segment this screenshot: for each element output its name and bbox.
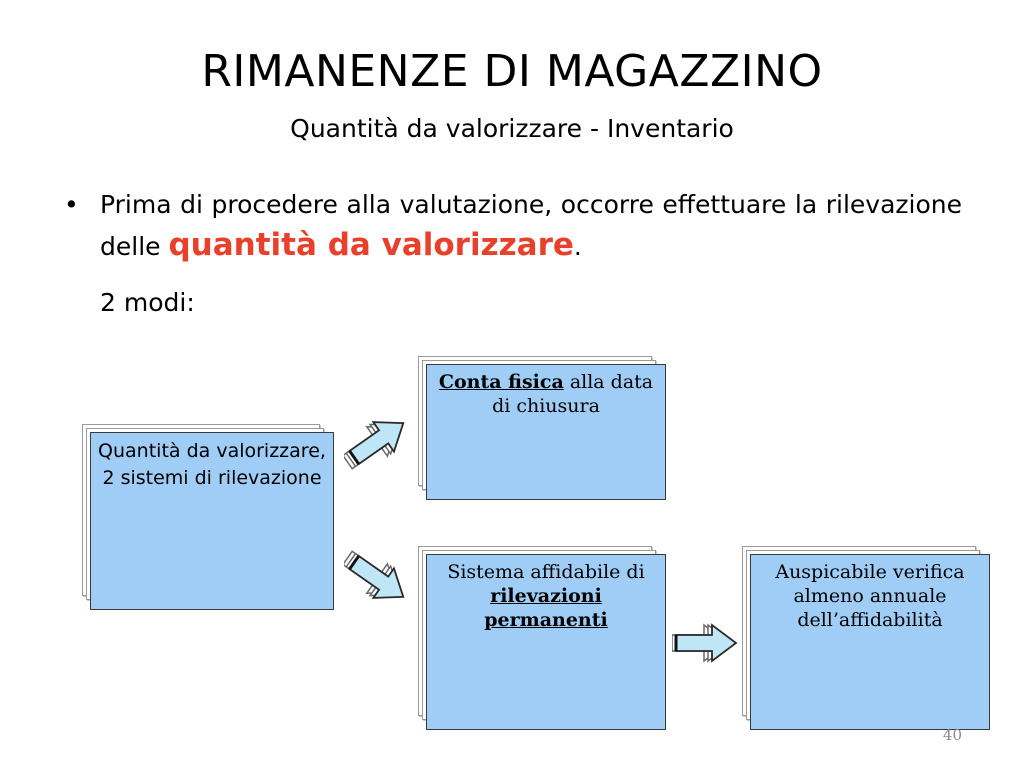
bullet-marker: • bbox=[64, 190, 79, 219]
source-box-text: Quantità da valorizzare, 2 sistemi di rilevazione bbox=[90, 432, 334, 610]
slide-title: RIMANENZE DI MAGAZZINO bbox=[201, 46, 823, 97]
slide-subtitle: Quantità da valorizzare - Inventario bbox=[290, 114, 734, 143]
conta-fisica-text bbox=[426, 364, 666, 500]
bullet-text-after: . bbox=[573, 232, 582, 261]
source-box bbox=[82, 424, 334, 610]
arrow-down-right-icon bbox=[344, 550, 414, 616]
verifica-text: Auspicabile verifica almeno annuale dell’affidabilità bbox=[750, 554, 990, 730]
page-number: 40 bbox=[942, 726, 962, 744]
arrow-right-icon bbox=[672, 618, 740, 668]
sistema-text bbox=[426, 554, 666, 730]
bullet-text bbox=[100, 184, 962, 267]
arrow-up-right-icon bbox=[344, 404, 414, 470]
conta-fisica-bold: Conta fisica bbox=[438, 371, 564, 393]
conta-fisica-rest: alla data di chiusura bbox=[492, 371, 654, 417]
sistema-text-bold: rilevazioni permanenti bbox=[484, 585, 608, 631]
bullet-text-before: Prima di procedere alla valutazione, occorre effettuare la rilevazione delle bbox=[100, 190, 962, 261]
sistema-box bbox=[418, 546, 666, 730]
sistema-text-plain: Sistema affidabile di bbox=[447, 561, 645, 583]
modes-line: 2 modi: bbox=[100, 288, 195, 317]
verifica-box bbox=[742, 546, 990, 730]
conta-fisica-box bbox=[418, 356, 666, 500]
bullet-highlight: quantità da valorizzare bbox=[168, 227, 574, 263]
